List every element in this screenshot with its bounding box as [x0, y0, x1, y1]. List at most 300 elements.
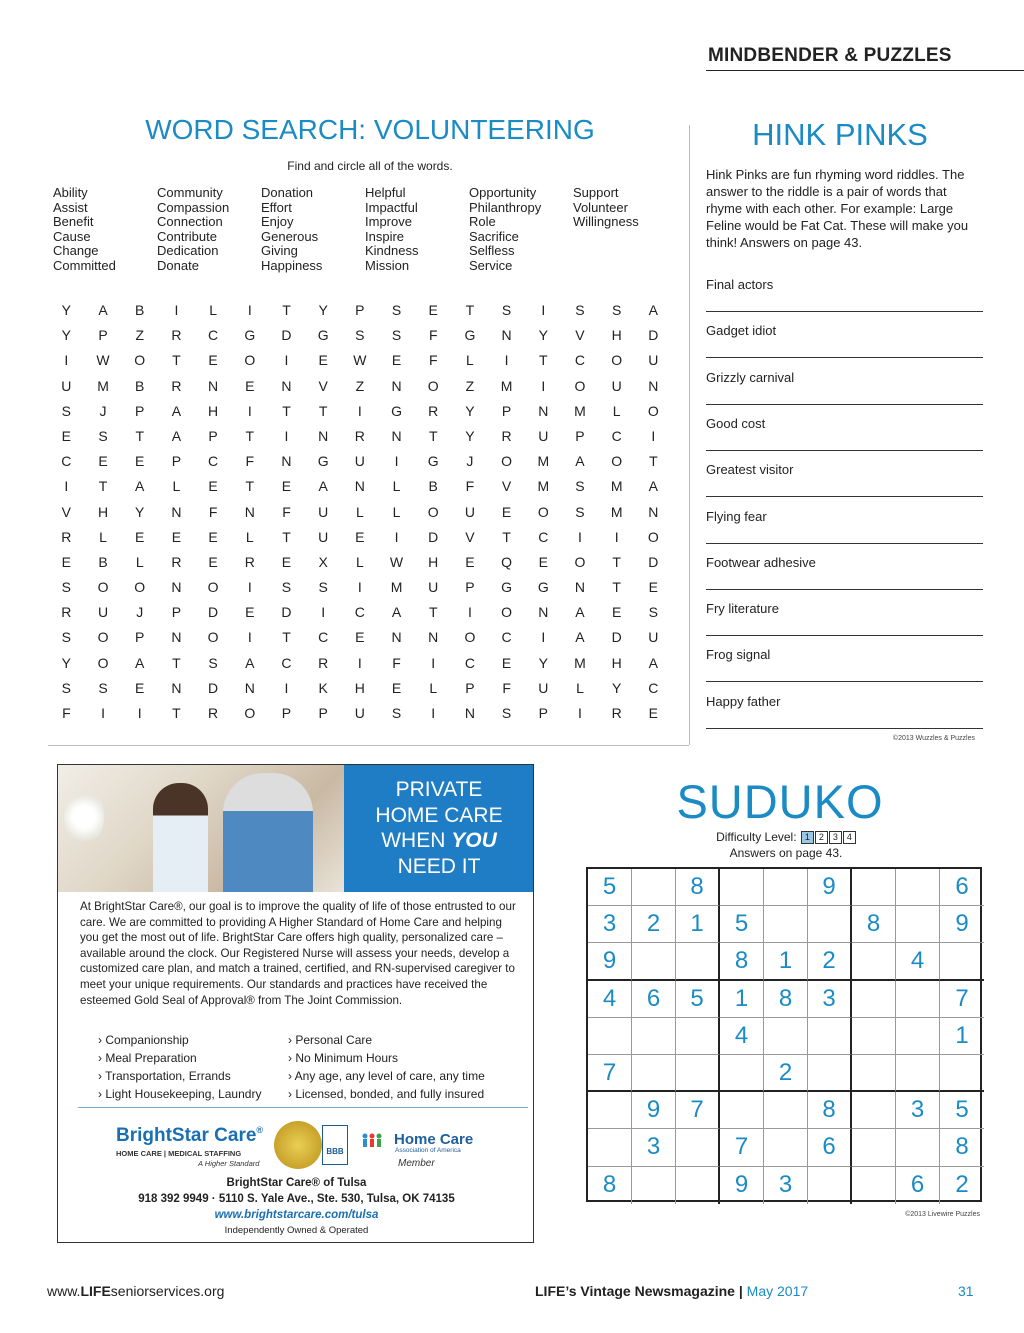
riddle-clue: Footwear adhesive	[706, 554, 816, 570]
grid-letter: C	[208, 327, 219, 344]
grid-letter: J	[99, 402, 107, 419]
sudoku-cell: 3	[896, 1092, 940, 1129]
grid-letter: N	[244, 679, 255, 696]
gold-seal-icon	[274, 1121, 322, 1169]
grid-letter: E	[245, 377, 255, 394]
grid-letter: G	[317, 453, 329, 470]
ad-address: 918 392 9949 · 5110 S. Yale Ave., Ste. 530, Tulsa, OK 74135	[138, 1193, 455, 1205]
grid-letter: R	[171, 377, 182, 394]
grid-letter: V	[465, 528, 475, 545]
riddle-clue: Happy father	[706, 693, 781, 709]
grid-letter: T	[172, 352, 181, 369]
grid-letter: N	[318, 427, 329, 444]
grid-row	[48, 323, 672, 348]
grid-letter: H	[611, 654, 622, 671]
sudoku-cell[interactable]	[896, 981, 940, 1018]
grid-letter: P	[171, 604, 182, 621]
word-list-item: Compassion	[157, 199, 230, 215]
riddle-item	[706, 647, 983, 667]
sudoku-cell[interactable]	[764, 1018, 808, 1055]
sudoku-cell: 1	[676, 906, 720, 943]
sudoku-cell[interactable]	[896, 869, 940, 906]
service-item: › Licensed, bonded, and fully insured	[288, 1087, 485, 1101]
grid-letter: A	[171, 402, 182, 419]
sudoku-cell: 7	[720, 1129, 764, 1166]
sudoku-cell[interactable]	[676, 943, 720, 980]
grid-letter: L	[392, 478, 401, 495]
sudoku-cell[interactable]	[632, 943, 676, 980]
word-list-column	[469, 186, 541, 274]
difficulty-box-2: 2	[815, 831, 828, 844]
ad-website-link[interactable]: www.brightstarcare.com/tulsa	[214, 1209, 379, 1221]
section-title: MINDBENDER & PUZZLES	[708, 45, 952, 66]
service-item: › Meal Preparation	[98, 1051, 197, 1065]
grid-letter: N	[391, 377, 402, 394]
footer-site-prefix: www.	[47, 1283, 81, 1299]
footer-issue-date: May 2017	[746, 1283, 809, 1299]
word-list-item: Giving	[261, 243, 298, 259]
word-list-item: Happiness	[261, 257, 323, 273]
grid-letter: Y	[611, 679, 622, 696]
grid-letter: P	[135, 402, 145, 419]
grid-letter: E	[61, 427, 72, 444]
word-list-item: Helpful	[365, 185, 406, 200]
sudoku-cell[interactable]	[808, 906, 852, 943]
grid-letter: H	[428, 553, 439, 570]
difficulty-level	[600, 830, 972, 844]
grid-letter: S	[208, 654, 218, 671]
brightstar-logo: BrightStar Care®	[116, 1125, 264, 1146]
grid-letter: I	[431, 705, 436, 721]
grid-letter: I	[284, 427, 289, 444]
word-search-instructions: Find and circle all of the words.	[287, 159, 453, 173]
grid-letter: A	[98, 302, 108, 318]
grid-letter: E	[391, 352, 402, 369]
sudoku-cell[interactable]	[764, 1129, 808, 1166]
sudoku-cell: 7	[940, 981, 984, 1018]
word-list-column	[53, 186, 116, 274]
grid-letter: U	[538, 679, 549, 696]
sudoku-cell[interactable]	[764, 1092, 808, 1129]
sudoku-cell[interactable]	[632, 869, 676, 906]
grid-letter: L	[466, 352, 474, 369]
grid-letter: I	[321, 604, 326, 621]
footer-website[interactable]	[47, 1283, 224, 1299]
grid-letter: O	[611, 453, 623, 470]
grid-letter: G	[391, 402, 402, 419]
ad-headline	[344, 765, 534, 892]
answer-line[interactable]	[706, 667, 983, 682]
grid-letter: V	[61, 503, 72, 520]
grid-letter: R	[171, 327, 182, 344]
word-list-item: Community	[157, 185, 223, 200]
sudoku-cell: 2	[808, 943, 852, 980]
grid-letter: U	[97, 604, 109, 621]
grid-letter: O	[97, 579, 109, 596]
grid-letter: E	[208, 528, 218, 545]
sudoku-cell[interactable]	[676, 1129, 720, 1166]
service-item: › Personal Care	[288, 1033, 373, 1047]
grid-row	[48, 625, 672, 650]
answer-line[interactable]	[706, 575, 983, 590]
sudoku-cell: 3	[808, 981, 852, 1018]
grid-letter: S	[648, 604, 659, 621]
grid-letter: I	[174, 302, 179, 318]
grid-letter: L	[209, 302, 217, 318]
sudoku-cell[interactable]	[588, 1018, 632, 1055]
grid-letter: F	[245, 453, 255, 470]
grid-letter: U	[61, 377, 72, 394]
footer-site-bold: LIFE	[80, 1283, 111, 1299]
sudoku-cell: 9	[940, 906, 984, 943]
grid-letter: Y	[61, 327, 72, 344]
sudoku-cell: 5	[940, 1092, 984, 1129]
grid-letter: T	[172, 705, 181, 721]
sudoku-cell: 8	[720, 943, 764, 980]
grid-letter: T	[612, 579, 621, 596]
service-item: › No Minimum Hours	[288, 1051, 399, 1065]
grid-letter: B	[135, 377, 145, 394]
word-list-item: Role	[469, 214, 496, 230]
grid-letter: U	[464, 503, 475, 520]
grid-letter: G	[244, 327, 256, 344]
word-search-title: WORD SEARCH: VOLUNTEERING	[145, 114, 595, 145]
grid-letter: D	[208, 679, 219, 696]
answer-line[interactable]	[706, 436, 983, 451]
grid-letter: B	[135, 302, 145, 318]
grid-row	[48, 424, 672, 449]
grid-letter: U	[354, 705, 365, 721]
grid-letter: E	[135, 453, 145, 470]
sudoku-cell[interactable]	[940, 1055, 984, 1092]
column-divider	[689, 125, 690, 745]
word-list-column	[573, 186, 639, 230]
sudoku-cell[interactable]	[632, 1055, 676, 1092]
grid-letter: U	[648, 629, 659, 646]
grid-letter: W	[353, 352, 367, 369]
riddle-clue: Final actors	[706, 277, 774, 292]
riddle-item	[706, 416, 983, 436]
sudoku-cell[interactable]	[896, 906, 940, 943]
sudoku-cell[interactable]	[852, 1167, 896, 1204]
hca-logo-subtitle: Association of America	[395, 1147, 461, 1154]
grid-letter: I	[284, 352, 289, 369]
sudoku-cell[interactable]	[632, 1167, 676, 1204]
grid-row	[48, 474, 672, 499]
grid-row	[48, 550, 672, 575]
grid-letter: P	[575, 427, 585, 444]
sudoku-cell: 4	[896, 943, 940, 980]
sudoku-cell[interactable]	[720, 869, 764, 906]
hink-pinks-title: HINK PINKS	[752, 117, 928, 152]
grid-letter: F	[62, 705, 71, 721]
riddle-item	[706, 370, 983, 390]
grid-letter: Y	[538, 327, 548, 344]
grid-letter: N	[538, 604, 549, 621]
ad-body-text: At BrightStar Care®, our goal is to improve the quality of life of those entrusted to our care. We are committed to providing A Higher Standard of Home Care and helping you get the most out of life. BrightStar Care offers high quality, personalized care – available around the clock. Our Registered Nurse will assess your needs, develop a customized care plan, and match a trained, certified, and RN-supervised caregiver to meet your unique requirements. Our standards and practices have received the esteemed Gold Seal of Approval® from The Joint Commission.	[80, 900, 516, 1007]
grid-letter: F	[428, 352, 438, 369]
sudoku-cell[interactable]	[852, 1092, 896, 1129]
grid-letter: E	[355, 528, 365, 545]
word-list-item: Kindness	[365, 243, 419, 259]
grid-row	[48, 651, 672, 676]
difficulty-box-1: 1	[801, 831, 814, 844]
grid-letter: E	[318, 352, 328, 369]
grid-letter: B	[428, 478, 438, 495]
grid-letter: E	[135, 679, 145, 696]
answer-line[interactable]	[706, 482, 983, 497]
grid-row	[48, 399, 672, 424]
grid-letter: O	[647, 528, 659, 545]
sudoku-cell[interactable]	[852, 1055, 896, 1092]
riddle-item	[706, 509, 983, 529]
service-item: › Companionship	[98, 1033, 189, 1047]
grid-letter: I	[394, 528, 399, 545]
grid-letter: I	[651, 427, 656, 444]
grid-letter: F	[208, 503, 218, 520]
grid-letter: P	[355, 302, 365, 318]
grid-letter: U	[354, 453, 365, 470]
grid-letter: I	[541, 302, 546, 318]
grid-letter: P	[501, 402, 512, 419]
grid-letter: E	[611, 604, 622, 621]
answer-line[interactable]	[706, 297, 983, 312]
grid-letter: N	[281, 377, 292, 394]
grid-letter: E	[208, 478, 218, 495]
grid-letter: I	[64, 352, 69, 369]
grid-letter: I	[578, 705, 582, 721]
grid-letter: H	[354, 679, 365, 696]
sudoku-cell[interactable]	[676, 1018, 720, 1055]
grid-letter: L	[245, 528, 254, 545]
ad-divider	[78, 1107, 528, 1108]
sudoku-cell[interactable]	[588, 1092, 632, 1129]
sudoku-cell: 1	[764, 943, 808, 980]
sudoku-cell[interactable]	[632, 1018, 676, 1055]
grid-letter: S	[575, 478, 585, 495]
answer-line[interactable]	[706, 529, 983, 544]
grid-letter: E	[208, 553, 218, 570]
sudoku-cell[interactable]	[852, 1129, 896, 1166]
sudoku-cell[interactable]	[940, 943, 984, 980]
footer-site-suffix: seniorservices.org	[110, 1283, 225, 1299]
sudoku-grid	[586, 867, 982, 1202]
sudoku-cell: 9	[588, 943, 632, 980]
word-list-item: Dedication	[157, 243, 219, 259]
hca-member-label: Member	[398, 1158, 435, 1169]
grid-letter: E	[465, 553, 475, 570]
grid-letter: C	[574, 352, 586, 369]
grid-letter: C	[538, 528, 549, 545]
grid-letter: I	[247, 302, 252, 318]
grid-letter: A	[575, 604, 585, 621]
grid-letter: O	[134, 579, 146, 596]
grid-letter: A	[648, 654, 659, 671]
grid-letter: L	[429, 679, 438, 696]
grid-letter: T	[282, 528, 291, 545]
grid-letter: I	[101, 705, 105, 721]
sudoku-cell[interactable]	[852, 869, 896, 906]
grid-letter: Q	[501, 553, 513, 570]
sudoku-cell: 3	[764, 1167, 808, 1204]
grid-letter: T	[428, 604, 438, 621]
sudoku-cell: 2	[955, 1170, 969, 1198]
grid-letter: N	[648, 377, 659, 394]
section-divider	[48, 745, 689, 746]
nurse-figure	[153, 783, 208, 892]
riddle-clue: Gadget idiot	[706, 323, 777, 339]
grid-letter: O	[501, 453, 513, 470]
grid-letter: R	[61, 528, 72, 545]
grid-letter: W	[389, 553, 404, 570]
grid-letter: S	[575, 302, 585, 318]
word-list-item: Change	[53, 243, 99, 259]
grid-letter: E	[135, 528, 145, 545]
sudoku-cell[interactable]	[808, 1055, 852, 1092]
sudoku-cell[interactable]	[676, 1167, 720, 1204]
word-list-item: Generous	[261, 228, 319, 244]
sudoku-cell[interactable]	[808, 1018, 852, 1055]
riddle-clue: Grizzly carnival	[706, 369, 795, 385]
grid-letter: E	[648, 579, 659, 596]
sudoku-cell: 7	[588, 1055, 632, 1092]
service-item: › Transportation, Errands	[98, 1069, 231, 1083]
riddle-clue: Flying fear	[706, 508, 767, 524]
people-icon	[361, 1133, 387, 1147]
sudoku-cell[interactable]	[852, 943, 896, 980]
grid-letter: U	[648, 352, 659, 369]
grid-letter: N	[208, 377, 219, 394]
sudoku-cell: 4	[588, 981, 632, 1018]
sudoku-cell: 3	[632, 1129, 676, 1166]
ad-ownership-note: Independently Owned & Operated	[224, 1225, 369, 1236]
grid-row	[48, 701, 672, 726]
grid-letter: S	[611, 302, 622, 318]
sudoku-cell[interactable]	[764, 906, 808, 943]
answer-line[interactable]	[706, 390, 983, 405]
word-list-item: Committed	[53, 257, 116, 273]
grid-letter: H	[611, 327, 622, 344]
grid-letter: N	[464, 705, 475, 721]
grid-letter: C	[281, 654, 292, 671]
grid-letter: D	[648, 553, 659, 570]
grid-letter: U	[611, 377, 622, 394]
grid-letter: B	[98, 553, 108, 570]
grid-letter: G	[501, 579, 513, 596]
sudoku-cell: 5	[676, 981, 720, 1018]
grid-letter: D	[208, 604, 219, 621]
grid-letter: T	[428, 427, 438, 444]
grid-letter: C	[61, 453, 72, 470]
sudoku-cell[interactable]	[676, 1055, 720, 1092]
grid-letter: I	[247, 629, 252, 646]
grid-row	[48, 348, 672, 373]
grid-letter: D	[611, 629, 622, 646]
grid-letter: R	[354, 427, 365, 444]
grid-letter: P	[465, 579, 475, 596]
brightstar-tagline: A Higher Standard	[198, 1159, 260, 1168]
grid-letter: T	[135, 427, 144, 444]
grid-letter: R	[318, 654, 329, 671]
grid-letter: N	[244, 503, 255, 520]
sudoku-cell[interactable]	[588, 1129, 632, 1166]
grid-letter: O	[244, 705, 256, 721]
grid-letter: E	[245, 604, 255, 621]
grid-letter: I	[284, 679, 289, 696]
riddle-clue: Greatest visitor	[706, 462, 794, 478]
answer-line[interactable]	[706, 714, 983, 729]
patient-figure	[223, 773, 313, 892]
sudoku-cell: 8	[764, 981, 808, 1018]
grid-letter: P	[281, 705, 292, 721]
sudoku-cell: 8	[676, 869, 720, 906]
sudoku-cell[interactable]	[896, 1018, 940, 1055]
sudoku-cell[interactable]	[852, 1018, 896, 1055]
grid-letter: Y	[135, 503, 145, 520]
grid-letter: I	[504, 352, 509, 369]
grid-letter: S	[281, 579, 292, 596]
grid-letter: I	[64, 478, 69, 495]
grid-letter: N	[501, 327, 512, 344]
grid-letter: D	[281, 327, 292, 344]
word-list-item: Mission	[365, 257, 410, 273]
grid-letter: I	[247, 402, 252, 419]
grid-letter: F	[428, 327, 438, 344]
grid-letter: Y	[465, 402, 475, 419]
grid-letter: L	[135, 553, 144, 570]
service-item: › Light Housekeeping, Laundry	[98, 1087, 262, 1101]
sudoku-cell: 9	[632, 1092, 676, 1129]
sudoku-cell[interactable]	[720, 1055, 764, 1092]
sudoku-cell: 8	[852, 906, 896, 943]
word-list-item: Philanthropy	[469, 199, 542, 215]
grid-letter: G	[427, 453, 439, 470]
sudoku-cell: 8	[808, 1092, 852, 1129]
grid-letter: I	[247, 579, 252, 596]
grid-letter: T	[649, 453, 658, 470]
word-list-item: Cause	[53, 228, 91, 244]
grid-letter: I	[578, 528, 582, 545]
grid-letter: U	[318, 503, 329, 520]
riddle-clue: Frog signal	[706, 647, 771, 663]
word-list-item: Service	[469, 257, 513, 273]
difficulty-box-3: 3	[829, 831, 842, 844]
grid-letter: U	[538, 427, 549, 444]
grid-letter: T	[282, 302, 291, 318]
sudoku-cell: 7	[676, 1092, 720, 1129]
sudoku-cell[interactable]	[808, 1167, 852, 1204]
answer-line[interactable]	[706, 343, 983, 358]
sudoku-cell[interactable]	[896, 1129, 940, 1166]
grid-letter: Y	[61, 654, 72, 671]
grid-letter: A	[575, 453, 585, 470]
grid-letter: R	[501, 427, 512, 444]
grid-letter: E	[98, 453, 108, 470]
sudoku-cell[interactable]	[852, 981, 896, 1018]
grid-letter: S	[575, 503, 585, 520]
grid-letter: M	[610, 503, 623, 520]
grid-letter: S	[61, 579, 72, 596]
word-list-item: Opportunity	[469, 185, 537, 200]
grid-row	[48, 575, 672, 600]
sudoku-cell[interactable]	[896, 1055, 940, 1092]
grid-letter: M	[390, 579, 403, 596]
sudoku-cell[interactable]	[764, 869, 808, 906]
flowers-image	[64, 787, 104, 847]
difficulty-label: Difficulty Level:	[716, 830, 797, 844]
answer-line[interactable]	[706, 621, 983, 636]
sudoku-cell[interactable]	[720, 1092, 764, 1129]
